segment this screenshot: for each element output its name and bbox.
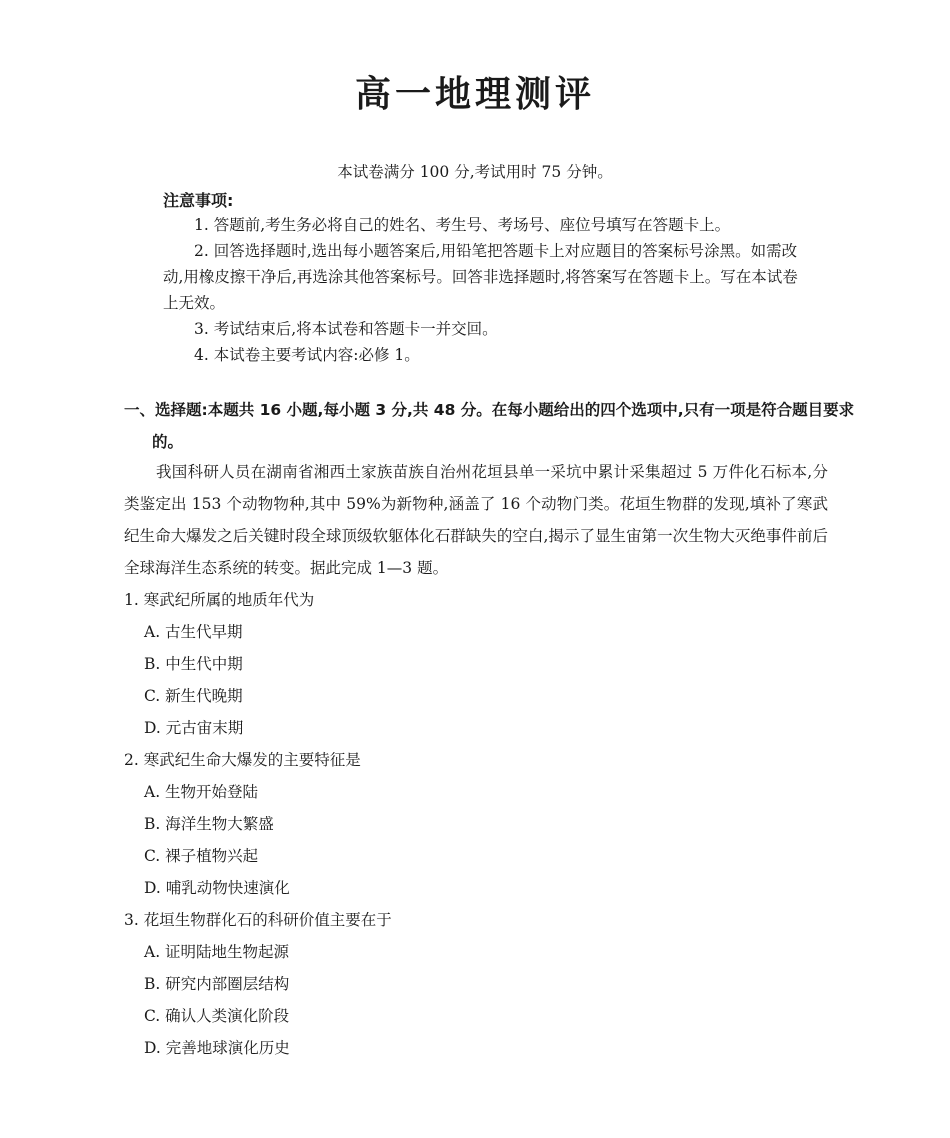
question-option[interactable]: D. 哺乳动物快速演化 [144, 879, 290, 897]
question-option[interactable]: C. 新生代晚期 [144, 687, 243, 705]
question-option[interactable]: B. 研究内部圈层结构 [144, 975, 290, 993]
question-3 [124, 904, 834, 1064]
question-1 [124, 584, 834, 744]
question-2 [124, 744, 834, 904]
question-option[interactable]: B. 中生代中期 [144, 655, 243, 673]
question-stem: 2. 寒武纪生命大爆发的主要特征是 [124, 751, 361, 769]
notice-heading: 注意事项: [163, 191, 234, 210]
section-heading: 一、选择题:本题共 16 小题,每小题 3 分,共 48 分。在每小题给出的四个选项中,只有一项是符合题目要求的。 [124, 401, 855, 451]
question-option[interactable]: A. 证明陆地生物起源 [144, 943, 290, 961]
question-option[interactable]: D. 完善地球演化历史 [144, 1039, 290, 1057]
question-stem: 3. 花垣生物群化石的科研价值主要在于 [124, 911, 392, 929]
question-option[interactable]: C. 确认人类演化阶段 [144, 1007, 290, 1025]
notice-item: 3. 考试结束后,将本试卷和答题卡一并交回。 [194, 320, 498, 338]
question-option[interactable]: C. 裸子植物兴起 [144, 847, 259, 865]
notice-item: 1. 答题前,考生务必将自己的姓名、考生号、考场号、座位号填写在答题卡上。 [194, 216, 731, 234]
exam-info: 本试卷满分 100 分,考试用时 75 分钟。 [337, 163, 613, 181]
question-option[interactable]: A. 生物开始登陆 [144, 783, 259, 801]
question-stem: 1. 寒武纪所属的地质年代为 [124, 591, 315, 609]
reading-passage: 我国科研人员在湖南省湘西土家族苗族自治州花垣县单一采坑中累计采集超过 5 万件化石标本,分类鉴定出 153 个动物物种,其中 59%为新物种,涵盖了 16 个动物门类。花垣生物群的发现,填补了寒武纪生命大爆发之后关键时段全球顶级软躯体化石群缺失的空白,揭示了显生宙第一次生物大灭绝事件前后全球海洋生态系统的转变。据此完成 1—3 题。 [124, 463, 828, 577]
question-option[interactable]: B. 海洋生物大繁盛 [144, 815, 274, 833]
notice-list [163, 212, 803, 368]
notice-item: 2. 回答选择题时,选出每小题答案后,用铅笔把答题卡上对应题目的答案标号涂黑。如需改动,用橡皮擦干净后,再选涂其他答案标号。回答非选择题时,将答案写在答题卡上。写在本试卷上无效。 [163, 242, 798, 312]
question-option[interactable]: D. 元古宙末期 [144, 719, 244, 737]
notice-item: 4. 本试卷主要考试内容:必修 1。 [194, 346, 420, 364]
page-title: 高一地理测评 [354, 74, 595, 115]
question-option[interactable]: A. 古生代早期 [144, 623, 243, 641]
question-list [124, 584, 834, 1064]
